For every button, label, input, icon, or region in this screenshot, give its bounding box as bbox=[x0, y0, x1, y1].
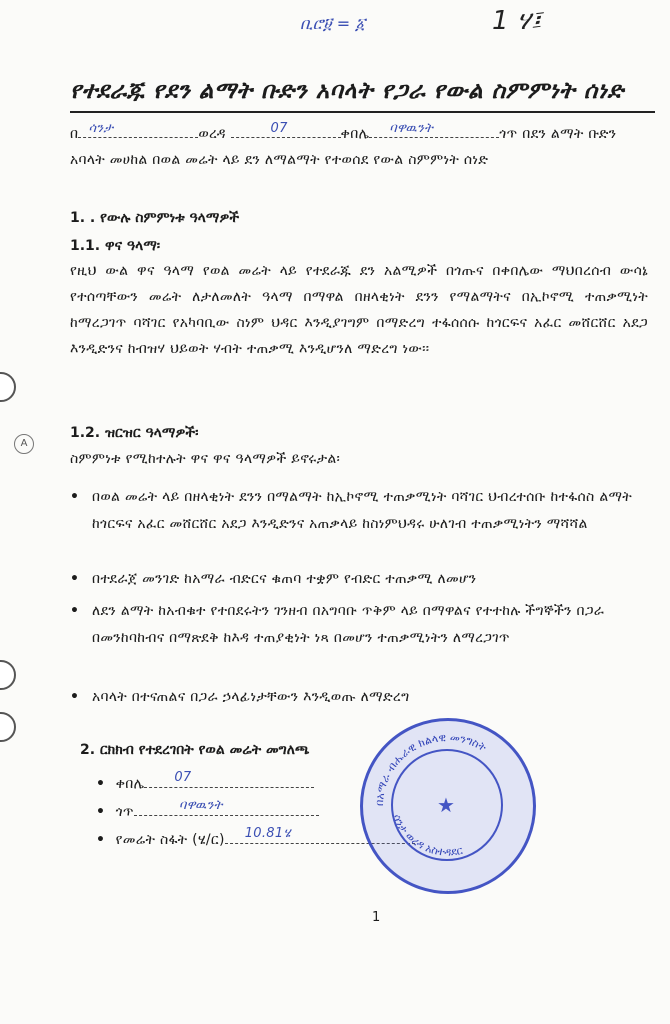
objective-bullet-2 bbox=[70, 566, 648, 593]
land-got-label: ጎጥ bbox=[115, 804, 134, 820]
land-area-value: 10.81ሄ bbox=[244, 826, 291, 841]
got-field bbox=[369, 121, 499, 138]
kebele-field bbox=[231, 121, 341, 138]
land-item-kebele bbox=[96, 770, 314, 792]
punch-hole bbox=[0, 712, 16, 742]
objective-bullet-1 bbox=[70, 484, 648, 538]
bullet-text: ለደን ልማት ከአብቁተ የተበደሩትን ገንዘብ በአግባቡ ጥቅም ላይ በማዋልና የተተከሉ ችግኞችን በጋራ በመንከባከብና በማጽደቅ ከእዳ ተጠያቂነት ነጻ በመሆን ተጠቃሚነትን ለማረጋገጥ bbox=[92, 603, 605, 646]
bullet-dot: • bbox=[96, 832, 116, 848]
woreda-value: ሳንታ bbox=[88, 121, 114, 136]
land-got-value: ባዋዉንት bbox=[178, 798, 223, 813]
section1-1-heading: 1.1. ዋና ዓላማ፡ bbox=[70, 238, 161, 254]
bullet-text: በተደራጀ መንገድ ከአማራ ብድርና ቁጠባ ተቋም የብድር ተጠቃሚ ለመሆን bbox=[92, 571, 477, 587]
land-kebele-field bbox=[144, 770, 314, 788]
land-kebele-value: 07 bbox=[174, 770, 192, 785]
bullet-text: አባላት በተናጠልና በጋራ ኃላፊነታቸውን እንዲወጡ ለማድረግ bbox=[92, 689, 410, 705]
handwritten-page-mark: 1 ሃ፤ bbox=[492, 6, 542, 36]
intro-line-1 bbox=[70, 121, 617, 142]
objective-bullet-3 bbox=[70, 598, 648, 652]
bullet-dot: • bbox=[96, 804, 116, 820]
land-area-label: የመሬት ስፋት (ሄ/ር) bbox=[115, 832, 225, 848]
intro-line-2: አባላት መሀከል በወል መሬት ላይ ደን ለማልማት የተወሰደ የውል ስምምነት ሰነድ bbox=[70, 152, 489, 168]
bullet-dot: • bbox=[70, 689, 80, 705]
intro-prefix: በ bbox=[70, 126, 79, 142]
punch-hole bbox=[0, 660, 16, 690]
bullet-dot: • bbox=[96, 776, 116, 792]
objective-bullet-4 bbox=[70, 684, 648, 711]
document-title: የተደራጁ የደን ልማት ቡድን አባላት የጋራ የውል ስምምነት ሰነድ bbox=[70, 78, 624, 104]
bullet-dot: • bbox=[70, 489, 80, 505]
land-kebele-label: ቀበሌ bbox=[115, 776, 145, 792]
land-item-got bbox=[96, 798, 319, 820]
kebele-value: 07 bbox=[270, 121, 288, 136]
section1-heading: 1. . የውሉ ስምምነቱ ዓላማዎች bbox=[70, 210, 240, 226]
section1-2-heading: 1.2. ዝርዝር ዓላማዎች፡ bbox=[70, 425, 199, 441]
margin-mark-icon: A bbox=[14, 434, 34, 454]
bullet-dot: • bbox=[70, 571, 80, 587]
handwritten-reference: ቢሮ፱ = ፩ bbox=[300, 14, 366, 33]
page-number: 1 bbox=[372, 910, 381, 925]
punch-hole bbox=[0, 372, 16, 402]
title-underline bbox=[70, 111, 655, 113]
got-value: ባዋዉንት bbox=[389, 121, 434, 136]
woreda-label: ወረዳ bbox=[198, 126, 226, 142]
got-label: ጎጥ በደን ልማት ቡድን bbox=[499, 126, 617, 142]
stamp-inner-text: ሳንታ ወረዳ አስተዳደር bbox=[390, 812, 464, 859]
bullet-text: በወል መሬት ላይ በዘላቂነት ደንን በማልማት ከኢኮኖሚ ተጠቃሚነት ባሻገር ህብረተሰቡ ከተፋሰስ ልማት ከጎርፍና አፈር መሸርሸር አደጋ እንዲድንና አጠቃላይ ከስነምህዳሩ ሁለገብ ተጠቃሚነትን ማሻሻል bbox=[92, 489, 633, 532]
bullet-dot: • bbox=[70, 603, 80, 619]
land-got-field bbox=[134, 798, 319, 816]
stamp-outer-text: በአማራ ብሔራዊ ክልላዊ መንግስት bbox=[372, 730, 489, 807]
woreda-field bbox=[78, 121, 198, 138]
section1-1-text: የዚህ ውል ዋና ዓላማ የወል መሬት ላይ የተደራጁ ደን አልሚዎች በጎጡና በቀበሌው ማህበረሰብ ውሳኔ የተሰጣቸውን መሬት ለታለመለት ዓላማ በማዋል በዘላቂነት ደንን የማልማትና በኢኮኖሚ ተጠቃሚነት ከማረጋገጥ ባሻገር የአካባቢው ስነም ህዳር እንዲያገግም በማድረግ ተፋሰሰሱ ከጎርፍና አፈር መሸርሸር አደጋ እንዲድንና ከብዝሃ ህይወት ሃብት ተጠቃሚ እንዲሆንለ ማድረግ ነው፡፡ bbox=[70, 263, 648, 357]
kebele-label: ቀበሌ bbox=[340, 126, 370, 142]
section2-heading: 2. ርክክብ የተደረገበት የወል መሬት መግለጫ bbox=[80, 742, 310, 758]
section1-2-intro: ስምምነቱ የሚከተሉት ዋና ዋና ዓላማዎች ይኖሩታል፡ bbox=[70, 451, 341, 467]
official-stamp bbox=[360, 718, 536, 894]
star-icon: ★ bbox=[437, 793, 455, 817]
